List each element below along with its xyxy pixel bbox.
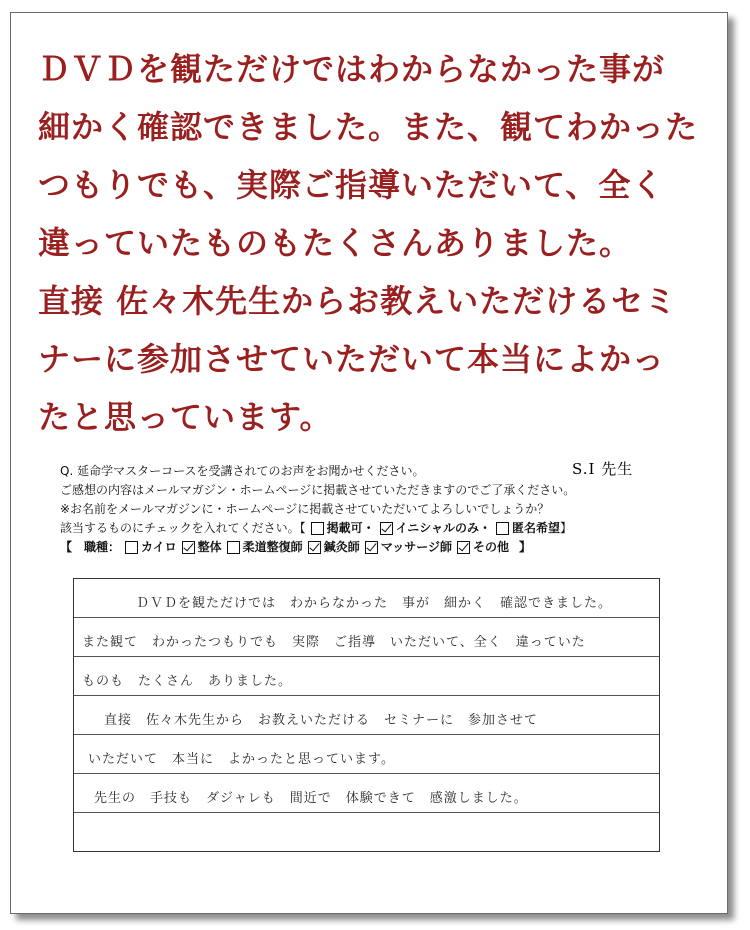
question-line: ※お名前をメールマガジンに・ホームページに掲載させていただいてよろしいでしょうか？ [60, 502, 550, 516]
answer-line: 直接 佐々木先生から お教えいただける セミナーに 参加させて [74, 696, 659, 735]
publish-suffix: 】 [559, 521, 572, 535]
occupation-label: 鍼灸師 [323, 540, 360, 554]
handwritten-answer-box [73, 578, 660, 852]
occupation-label: 整体 [197, 540, 222, 554]
testimonial-headline [38, 40, 698, 446]
headline-line: たと思っています。 [38, 398, 333, 436]
survey-form [60, 462, 670, 557]
publish-option-checkbox[interactable] [380, 522, 393, 535]
headline-line: 細かく確認できました。また、観てわかった [38, 108, 699, 146]
answer-line: いただいて 本当に よかったと思っています。 [74, 735, 659, 774]
question-line: ご感想の内容はメールマガジン・ホームページに掲載させていただきますのでご了承ください。 [60, 483, 576, 497]
occupation-prefix: 【 職種： [60, 540, 121, 554]
publish-option-label: イニシャルのみ・ [395, 521, 491, 535]
publish-permission-row [60, 519, 670, 538]
occupation-checkbox[interactable] [125, 541, 138, 554]
teacher-name: S.I 先生 [572, 460, 634, 478]
answer-line: また観て わかったつもりでも 実際 ご指導 いただいて、全く 違っていた [74, 618, 659, 657]
headline-line: 直接 佐々木先生からお教えいただけるセミ [38, 282, 678, 320]
publish-prefix: 該当するものにチェックを入れてください。【 [60, 521, 306, 535]
occupation-suffix: 】 [519, 540, 532, 554]
publish-option-label: 掲載可・ [326, 521, 375, 535]
occupation-label: カイロ [141, 540, 177, 554]
publish-option-checkbox[interactable] [311, 522, 324, 535]
occupation-label: その他 [472, 540, 509, 554]
occupation-checkbox[interactable] [457, 541, 470, 554]
headline-line: ＤＶＤを観ただけではわからなかった事が [38, 50, 666, 88]
occupation-label: マッサージ師 [380, 540, 452, 554]
headline-line: つもりでも、実際ご指導いただいて、全く [38, 166, 665, 204]
occupation-checkbox[interactable] [227, 541, 240, 554]
publish-option-checkbox[interactable] [496, 522, 509, 535]
occupation-checkbox[interactable] [365, 541, 378, 554]
question-line: Q. 延命学マスターコースを受講されてのお声をお聞かせください。 [60, 464, 425, 478]
answer-line: ＤＶＤを観ただけでは わからなかった 事が 細かく 確認できました。 [74, 579, 659, 618]
headline-line: 違っていたものもたくさんありました。 [38, 224, 633, 262]
occupation-checkbox[interactable] [182, 541, 195, 554]
occupation-label: 柔道整復師 [242, 540, 303, 554]
answer-line: ものも たくさん ありました。 [74, 657, 659, 696]
occupation-row [60, 538, 670, 557]
occupation-checkbox[interactable] [308, 541, 321, 554]
answer-line [74, 813, 659, 852]
answer-line: 先生の 手技も ダジャレも 間近で 体験できて 感激しました。 [74, 774, 659, 813]
publish-option-label: 匿名希望 [511, 521, 560, 535]
headline-line: ナーに参加させていただいて本当によかっ [38, 340, 666, 378]
